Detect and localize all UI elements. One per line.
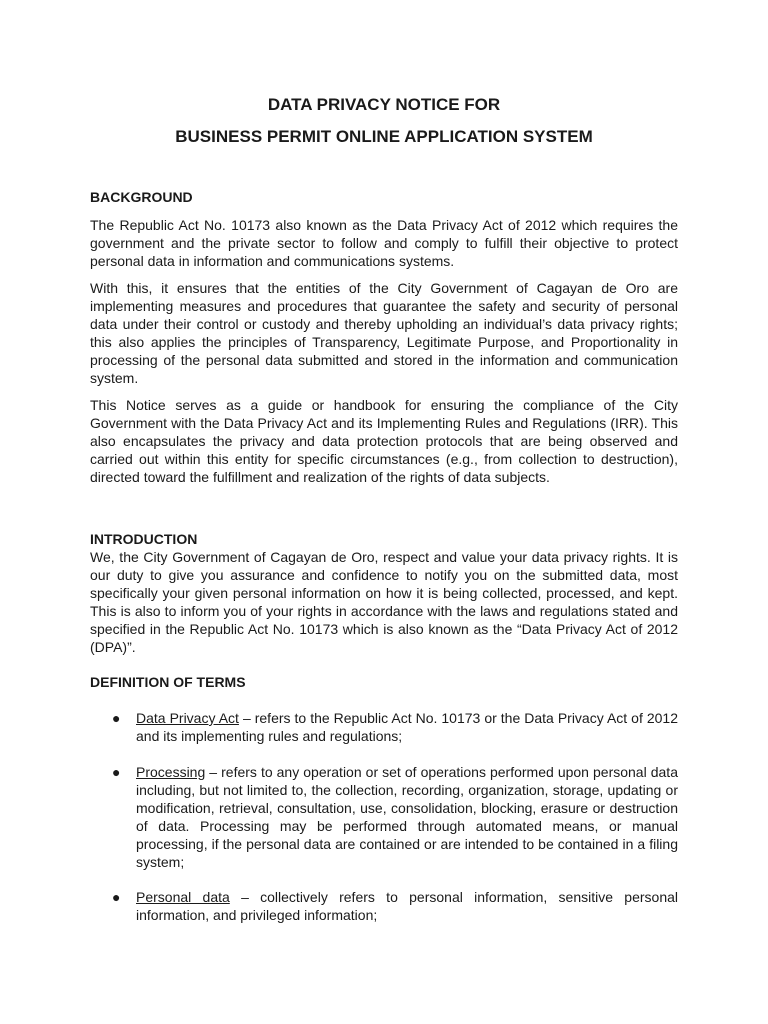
background-heading: BACKGROUND <box>90 189 193 205</box>
definition-description: – refers to the Republic Act No. 10173 or the Data Privacy Act of 2012 and its implementing rules and regulations; <box>136 710 679 744</box>
definition-text <box>136 888 678 924</box>
definition-term: Data Privacy Act <box>136 710 239 726</box>
definition-term: Processing <box>136 764 206 780</box>
background-paragraph-3: This Notice serves as a guide or handbook for ensuring the compliance of the City Government with the Data Privacy Act and its Implementing Rules and Regulations (IRR). This also encapsulates the privacy and data protection protocols that are being observed and carried out within this entity for specific circumstances (e.g., from collection to destruction), directed toward the fulfillment and realization of the rights of data subjects. <box>90 397 678 485</box>
definition-term: Personal data <box>136 889 230 905</box>
document-title-line-2: BUSINESS PERMIT ONLINE APPLICATION SYSTEM <box>175 127 593 146</box>
definitions-heading: DEFINITION OF TERMS <box>90 674 246 690</box>
bullet-icon: ● <box>112 889 121 905</box>
introduction-paragraph: We, the City Government of Cagayan de Oro, respect and value your data privacy rights. It is our duty to give you assurance and confidence to notify you on the submitted data, most specifically your given personal information on how it is being collected, processed, and kept. This is also to inform you of your rights in accordance with the laws and regulations stated and specified in the Republic Act No. 10173 which is also known as the “Data Privacy Act of 2012 (DPA)”. <box>90 549 678 655</box>
bullet-icon: ● <box>112 764 121 780</box>
background-paragraph-1: The Republic Act No. 10173 also known as the Data Privacy Act of 2012 which requires the government and the private sector to follow and comply to fulfill their objective to protect personal data in information and communications systems. <box>90 217 678 269</box>
introduction-heading: INTRODUCTION <box>90 531 198 547</box>
definition-description: – collectively refers to personal information, sensitive personal information, and privileged information; <box>136 889 678 923</box>
definition-description: – refers to any operation or set of operations performed upon personal data including, but not limited to, the collection, recording, organization, storage, updating or modification, retrieval, consultation, use, consolidation, blocking, erasure or destruction of data. Processing may be performed through automated means, or manual processing, if the personal data are contained or are intended to be contained in a filing system; <box>136 764 678 870</box>
document-title-line-1: DATA PRIVACY NOTICE FOR <box>267 95 501 114</box>
definition-text <box>136 763 678 871</box>
bullet-icon: ● <box>112 710 121 726</box>
background-paragraph-2: With this, it ensures that the entities of the City Government of Cagayan de Oro are implementing measures and procedures that guarantee the safety and security of personal data under their control or custody and thereby upholding an individual’s data privacy rights; this also applies the principles of Transparency, Legitimate Purpose, and Proportionality in processing of the personal data submitted and stored in the information and communication system. <box>90 280 678 386</box>
definition-text <box>136 709 678 745</box>
